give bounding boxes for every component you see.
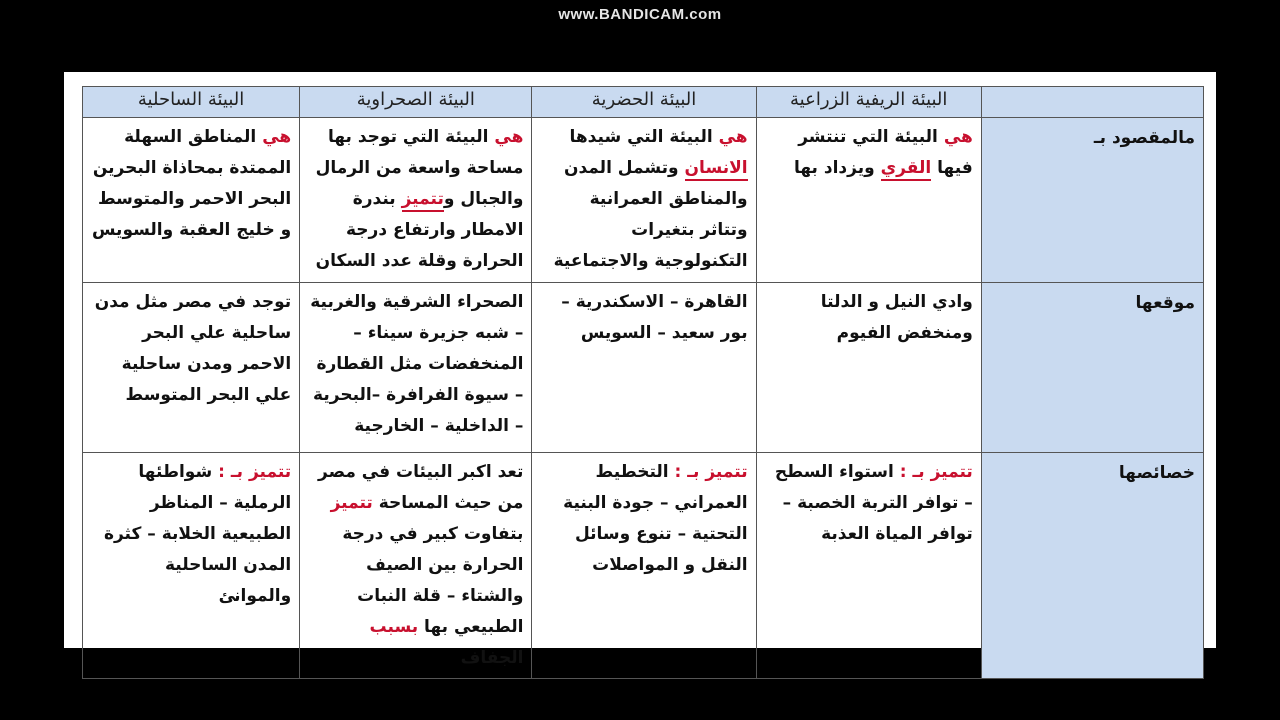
row-label-meaning: مالمقصود بـ [981,118,1203,283]
cell-meaning-rural: هي البيئة التي تنتشر فيها القري ويزداد بها [756,118,981,283]
cell-meaning-urban: هي البيئة التي شيدها الانسان وتشمل المدن والمناطق العمرانية وتتاثر بتغيرات التكنولوجية والاجتماعية [532,118,756,283]
header-empty [981,87,1203,118]
cell-features-rural: تتميز بـ : استواء السطح – توافر التربة الخصبة – توافر المياة العذبة [756,453,981,679]
cell-location-urban: القاهرة – الاسكندرية – بور سعيد – السويس [532,283,756,453]
header-rural: البيئة الريفية الزراعية [756,87,981,118]
header-desert: البيئة الصحراوية [300,87,532,118]
cell-meaning-coastal: هي المناطق السهلة الممتدة بمحاذاة البحرين البحر الاحمر والمتوسط و خليج العقبة والسويس [83,118,300,283]
header-coastal: البيئة الساحلية [83,87,300,118]
bandicam-watermark: www.BANDICAM.com [558,6,722,23]
cell-features-desert: تعد اكبر البيئات في مصر من حيث المساحة تتميز بتفاوت كبير في درجة الحرارة بين الصيف والشتاء – قلة النبات الطبيعي بها بسبب الجفاف [300,453,532,679]
row-label-location: موقعها [981,283,1203,453]
cell-location-desert: الصحراء الشرقية والغربية – شبه جزيرة سيناء – المنخفضات مثل القطارة – سيوة الفرافرة –البحرية – الداخلية – الخارجية [300,283,532,453]
cell-location-coastal: توجد في مصر مثل مدن ساحلية علي البحر الاحمر ومدن ساحلية علي البحر المتوسط [83,283,300,453]
environments-table [82,86,1204,679]
cell-location-rural: وادي النيل و الدلتا ومنخفض الفيوم [756,283,981,453]
document-sheet [64,72,1216,668]
cell-meaning-desert: هي البيئة التي توجد بها مساحة واسعة من الرمال والجبال وتتميز بندرة الامطار وارتفاع درجة الحرارة وقلة عدد السكان [300,118,532,283]
table-row [83,453,1204,679]
header-row [83,87,1204,118]
table-row [83,283,1204,453]
header-urban: البيئة الحضرية [532,87,756,118]
table-row [83,118,1204,283]
cell-features-urban: تتميز بـ : التخطيط العمراني – جودة البنية التحتية – تنوع وسائل النقل و المواصلات [532,453,756,679]
row-label-features: خصائصها [981,453,1203,679]
cell-features-coastal: تتميز بـ : شواطئها الرملية – المناظر الطبيعية الخلابة – كثرة المدن الساحلية والموانئ [83,453,300,679]
